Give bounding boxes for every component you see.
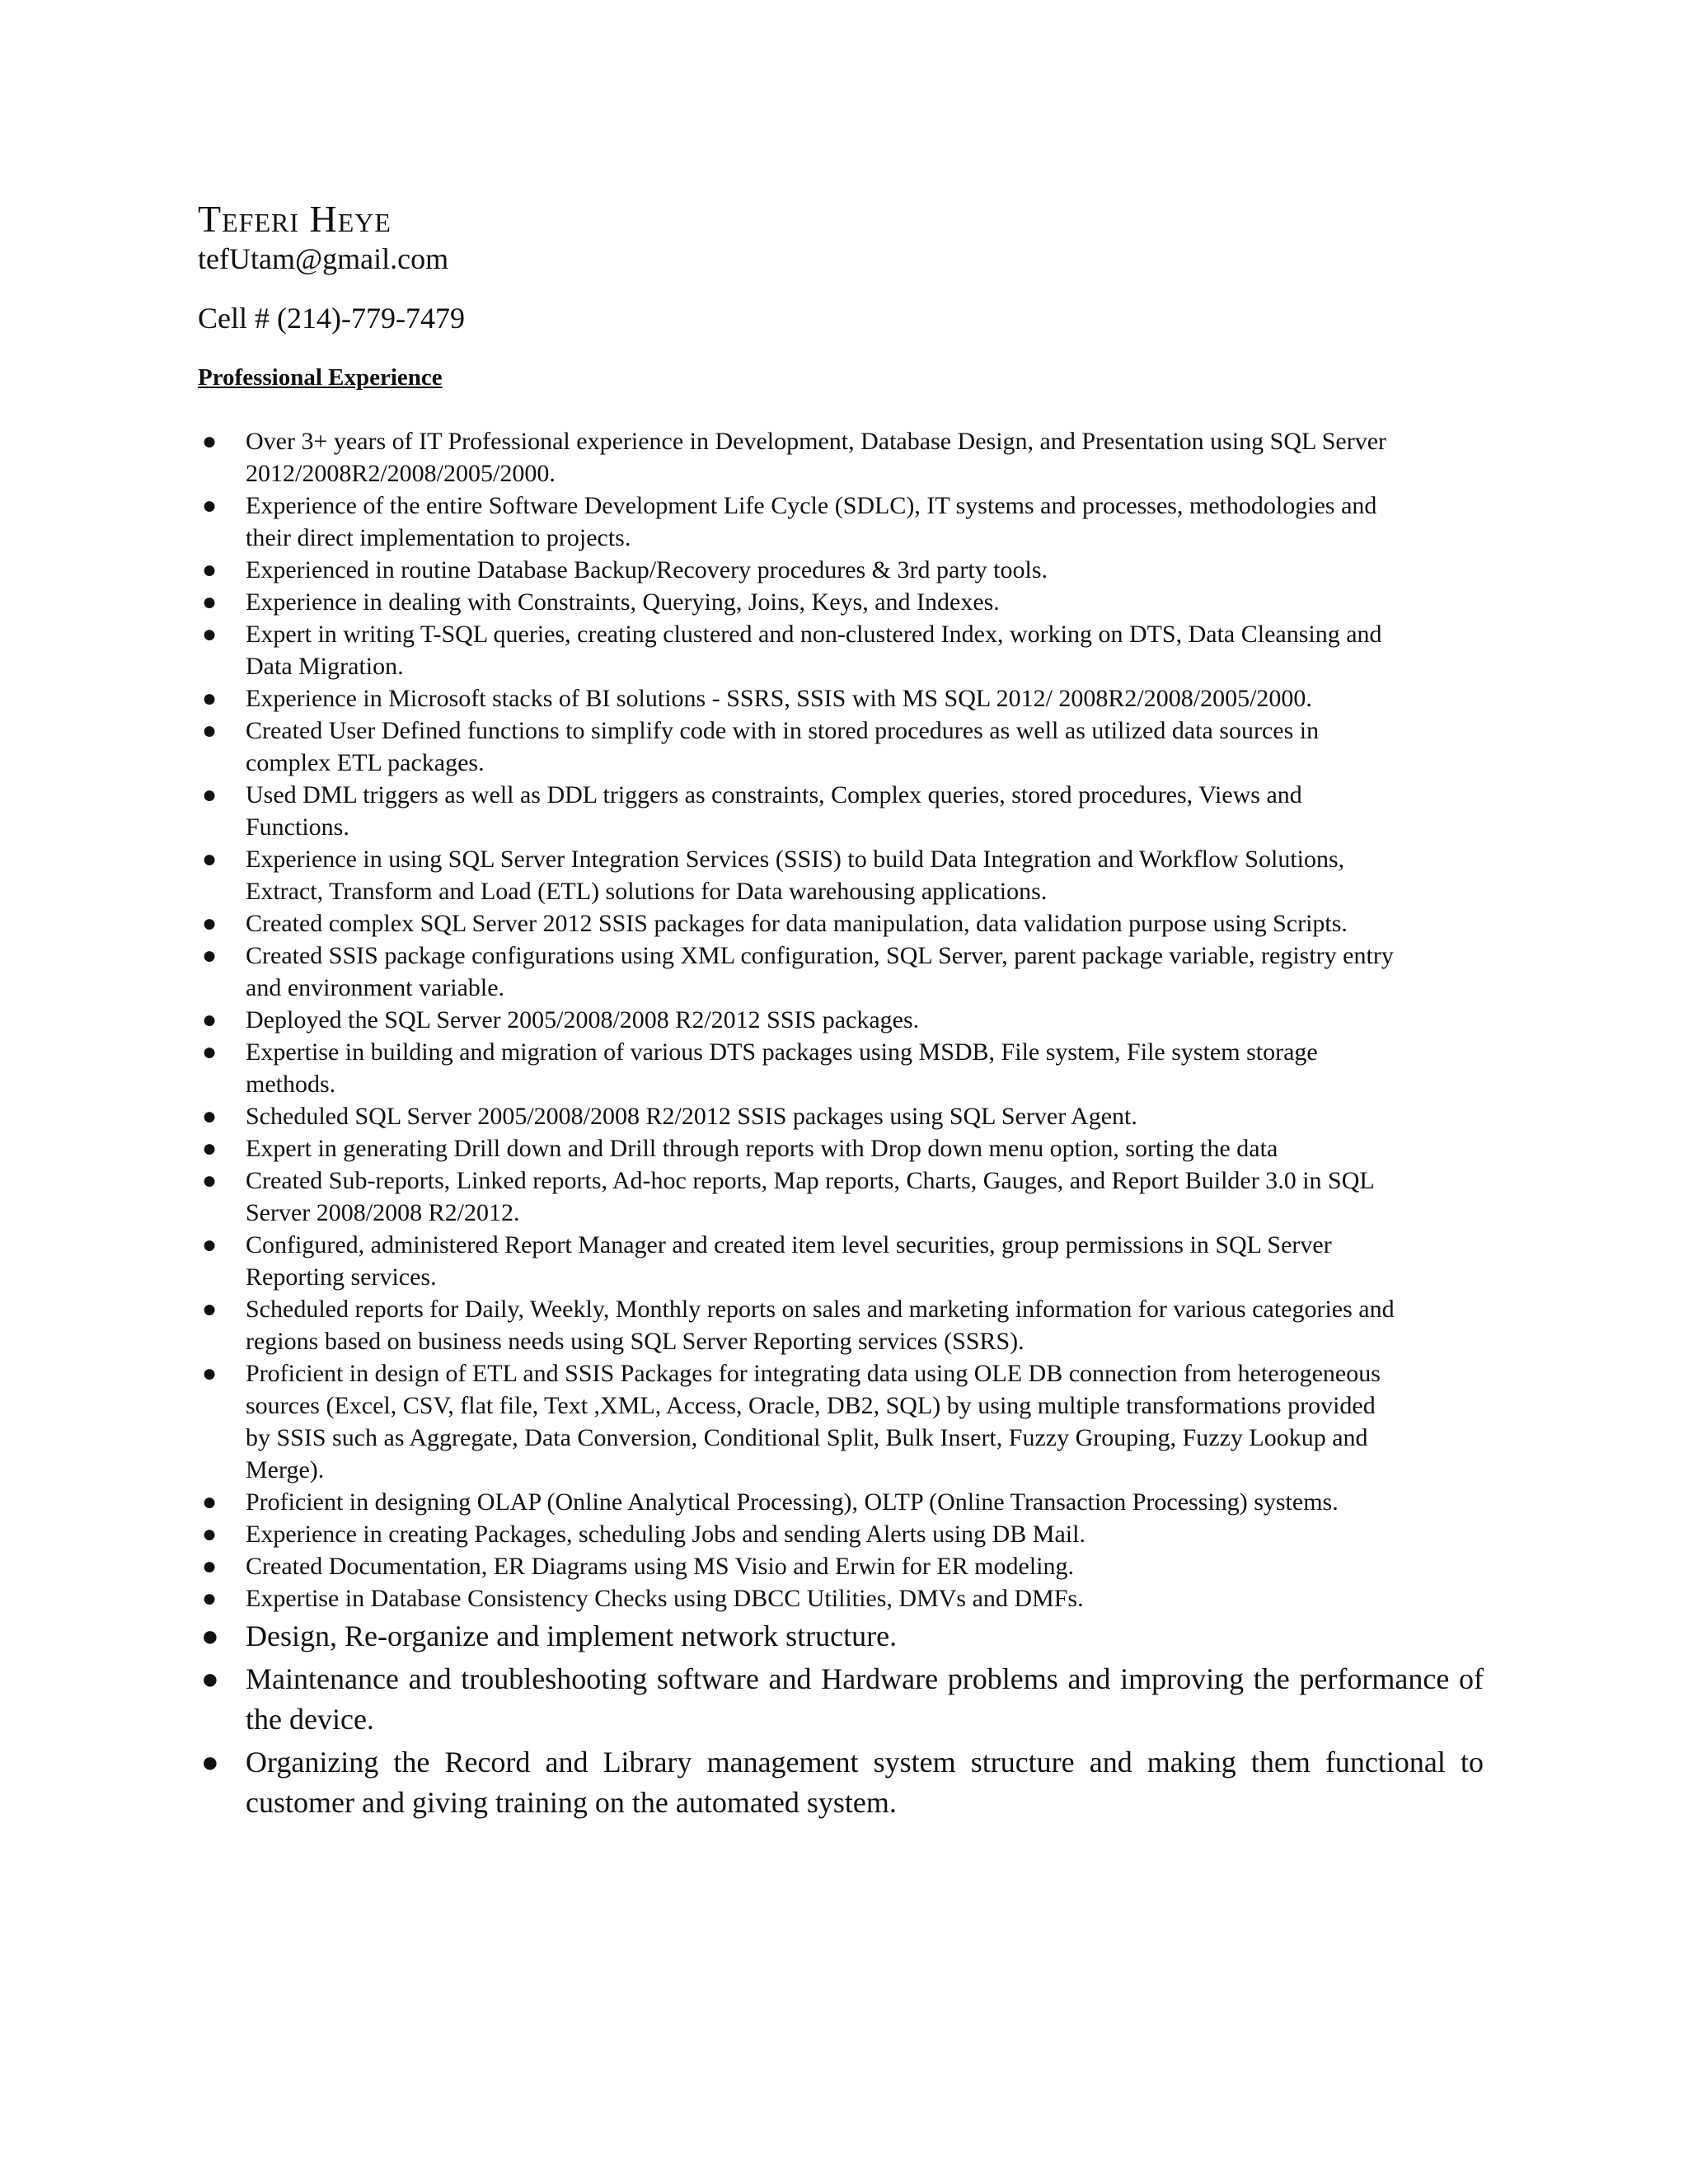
bullet-dot-icon: ● — [201, 1553, 218, 1580]
experience-bullet-text: Expert in generating Drill down and Drill through reports with Drop down menu option, sorting the data — [246, 1135, 1278, 1162]
bullet-dot-icon: ● — [201, 621, 218, 648]
experience-bullet-text: Experience in Microsoft stacks of BI solutions - SSRS, SSIS with MS SQL 2012/ 2008R2/2008/2005/2000. — [246, 685, 1312, 712]
experience-bullet-text: Experience in dealing with Constraints, Querying, Joins, Keys, and Indexes. — [246, 588, 1000, 616]
experience-bullet-text: Expert in writing T-SQL queries, creating clustered and non-clustered Index, working on DTS, Data Cleansing and Data Migration. — [246, 621, 1382, 680]
experience-bullet-text: Proficient in design of ETL and SSIS Packages for integrating data using OLE DB connection from heterogeneous sources (Excel, CSV, flat file, Text ,XML, Access, Oracle, DB2, SQL) by using multiple transformations provided by SSIS such as Aggregate, Data Conversion, Conditional Split, Bulk Insert, Fuzzy Grouping, Fuzzy Lookup and Merge). — [246, 1360, 1381, 1483]
bullet-dot-icon: ● — [201, 556, 218, 583]
experience-bullet — [198, 1229, 1484, 1293]
bullet-dot-icon: ● — [201, 685, 218, 712]
bullet-dot-icon: ● — [201, 1103, 218, 1130]
experience-bullet — [198, 843, 1484, 907]
bullet-dot-icon: ● — [201, 588, 218, 616]
experience-bullet — [198, 715, 1484, 779]
bullet-dot-icon: ● — [201, 1296, 218, 1323]
experience-bullet-text: Experience of the entire Software Development Life Cycle (SDLC), IT systems and processes, methodologies and their direct implementation to projects. — [246, 492, 1377, 551]
experience-bullet — [198, 490, 1484, 554]
experience-bullet-text: Design, Re-organize and implement network structure. — [246, 1619, 898, 1652]
experience-bullet-text: Experience in creating Packages, scheduling Jobs and sending Alerts using DB Mail. — [246, 1521, 1085, 1548]
bullet-dot-icon: ● — [201, 1585, 218, 1612]
experience-bullet-text: Proficient in designing OLAP (Online Analytical Processing), OLTP (Online Transaction Processing) systems. — [246, 1488, 1339, 1516]
experience-bullet-text: Organizing the Record and Library management system structure and making them functional to customer and giving training on the automated system. — [246, 1746, 1484, 1819]
experience-bullet-text: Configured, administered Report Manager and created item level securities, group permissions in SQL Server Reporting services. — [246, 1231, 1332, 1291]
bullet-dot-icon: ● — [201, 1006, 218, 1033]
experience-bullet-text: Scheduled reports for Daily, Weekly, Monthly reports on sales and marketing information for various categories and regions based on business needs using SQL Server Reporting services (SSRS). — [246, 1296, 1395, 1355]
bullet-dot-icon: ● — [201, 1746, 219, 1779]
experience-bullet-text: Maintenance and troubleshooting software and Hardware problems and improving the performance of the device. — [246, 1662, 1484, 1736]
experience-bullet — [198, 1036, 1484, 1100]
experience-bullet-text: Over 3+ years of IT Professional experience in Development, Database Design, and Presentation using SQL Server 2012/2008R2/2008/2005/2000. — [246, 428, 1387, 487]
experience-bullet-text: Scheduled SQL Server 2005/2008/2008 R2/2012 SSIS packages using SQL Server Agent. — [246, 1103, 1137, 1130]
experience-bullet-text: Created complex SQL Server 2012 SSIS packages for data manipulation, data validation purpose using Scripts. — [246, 910, 1348, 937]
experience-bullet-text: Created Sub-reports, Linked reports, Ad-hoc reports, Map reports, Charts, Gauges, and Report Builder 3.0 in SQL Server 2008/2008 R2/2012. — [246, 1167, 1374, 1226]
bullet-dot-icon: ● — [201, 1521, 218, 1548]
bullet-dot-icon: ● — [201, 717, 218, 744]
bullet-dot-icon: ● — [201, 1360, 218, 1387]
bullet-dot-icon: ● — [201, 1135, 218, 1162]
bullet-dot-icon: ● — [201, 1488, 218, 1516]
experience-bullet — [198, 554, 1484, 586]
experience-bullet-list — [198, 425, 1484, 1823]
candidate-name: Teferi Heye — [198, 198, 392, 240]
bullet-dot-icon: ● — [201, 781, 218, 808]
experience-bullet — [198, 940, 1484, 1004]
experience-bullet — [198, 1582, 1484, 1615]
experience-bullet — [198, 1742, 1484, 1823]
experience-bullet-text: Experienced in routine Database Backup/Recovery procedures & 3rd party tools. — [246, 556, 1048, 583]
bullet-dot-icon: ● — [201, 1231, 218, 1258]
phone-number: Cell # (214)-779-7479 — [198, 302, 465, 335]
experience-bullet — [198, 1100, 1484, 1132]
experience-bullet — [198, 779, 1484, 843]
experience-bullet-text: Used DML triggers as well as DDL triggers as constraints, Complex queries, stored procedures, Views and Functions. — [246, 781, 1302, 841]
experience-bullet — [198, 1132, 1484, 1165]
experience-bullet — [198, 907, 1484, 940]
bullet-dot-icon: ● — [201, 428, 218, 455]
experience-bullet-text: Created Documentation, ER Diagrams using MS Visio and Erwin for ER modeling. — [246, 1553, 1074, 1580]
experience-bullet-text: Created User Defined functions to simplify code with in stored procedures as well as utilized data sources in complex ETL packages. — [246, 717, 1320, 776]
experience-bullet — [198, 1004, 1484, 1036]
experience-bullet — [198, 618, 1484, 682]
experience-bullet — [198, 425, 1484, 490]
experience-bullet — [198, 1659, 1484, 1740]
experience-bullet — [198, 682, 1484, 715]
experience-bullet-text: Deployed the SQL Server 2005/2008/2008 R2/2012 SSIS packages. — [246, 1006, 920, 1033]
bullet-dot-icon: ● — [201, 1167, 218, 1194]
bullet-dot-icon: ● — [201, 1619, 219, 1652]
bullet-dot-icon: ● — [201, 942, 218, 969]
section-heading-professional-experience: Professional Experience — [198, 364, 443, 391]
experience-bullet-text: Expertise in Database Consistency Checks using DBCC Utilities, DMVs and DMFs. — [246, 1585, 1084, 1612]
bullet-dot-icon: ● — [201, 846, 218, 873]
experience-bullet — [198, 1550, 1484, 1582]
experience-bullet — [198, 1165, 1484, 1229]
experience-bullet — [198, 1616, 1484, 1657]
experience-bullet-text: Experience in using SQL Server Integration Services (SSIS) to build Data Integration and Workflow Solutions, Extract, Transform and Load (ETL) solutions for Data warehousing applications. — [246, 846, 1345, 905]
experience-bullet — [198, 1486, 1484, 1518]
experience-bullet — [198, 1357, 1484, 1486]
experience-bullet — [198, 586, 1484, 618]
experience-bullet — [198, 1518, 1484, 1550]
bullet-dot-icon: ● — [201, 492, 218, 519]
experience-bullet — [198, 1293, 1484, 1357]
bullet-dot-icon: ● — [201, 1662, 219, 1695]
bullet-dot-icon: ● — [201, 1038, 218, 1066]
experience-bullet-text: Expertise in building and migration of various DTS packages using MSDB, File system, File system storage methods. — [246, 1038, 1318, 1098]
experience-bullet-text: Created SSIS package configurations using XML configuration, SQL Server, parent package variable, registry entry and environment variable. — [246, 942, 1394, 1001]
email-address: tefUtam@gmail.com — [198, 242, 449, 275]
bullet-dot-icon: ● — [201, 910, 218, 937]
